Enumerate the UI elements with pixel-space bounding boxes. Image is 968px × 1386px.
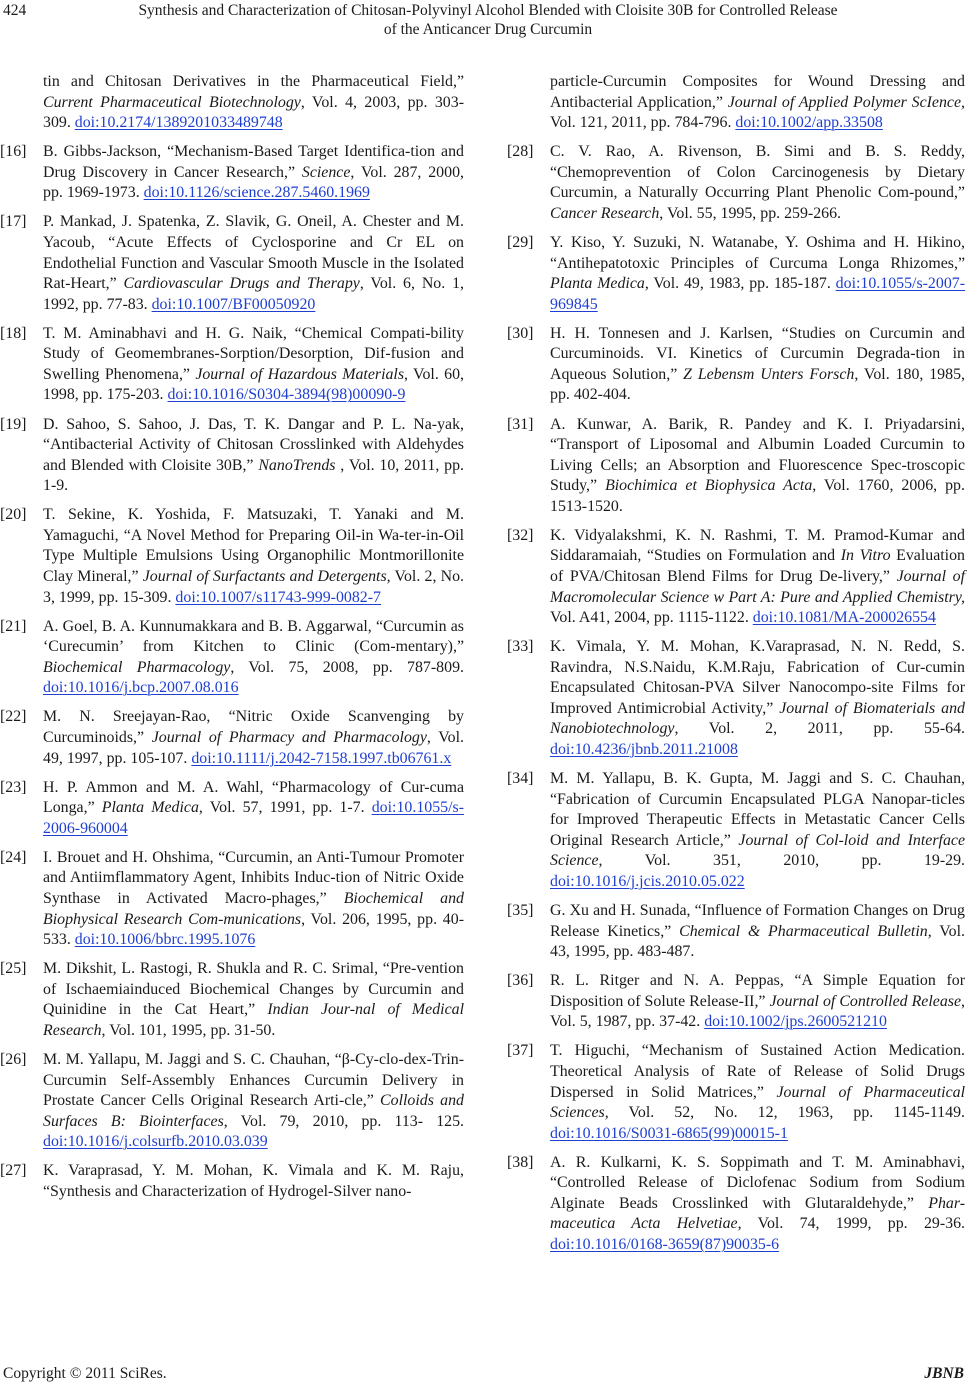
doi-link[interactable]: doi:10.1055/s-2007-969845 — [550, 275, 966, 313]
reference-item — [0, 617, 464, 699]
page-header — [0, 0, 968, 52]
reference-citation-text: , Vol. 2, 2011, pp. 55-64. — [674, 720, 965, 738]
reference-source-title: Journal of Col-loid and Interface Science — [550, 831, 965, 870]
running-title-line-1: Synthesis and Characterization of Chitosan-Polyvinyl Alcohol Blended with Cloisite 30B for Controlled Release — [138, 2, 838, 19]
reference-item — [507, 142, 965, 224]
reference-citation-text: G. Xu and H. Sunada, “Influence of Formation Changes on Drug Release Kinetics,” — [550, 901, 965, 940]
reference-number: [32] — [507, 526, 534, 544]
reference-citation-text: particle-Curcumin Composites for Wound Dressing and Antibacterial Application,” — [550, 73, 965, 111]
reference-citation-text: tin and Chitosan Derivatives in the Pharmaceutical Field,” — [43, 73, 464, 90]
reference-citation-text: Vol. 43, 1995, pp. 483-487. — [550, 922, 965, 961]
reference-number: [30] — [507, 324, 534, 342]
reference-citation-text: K. Vidyalakshmi, K. N. Rashmi, T. M. Pramod-Kumar and Siddaramaiah, “Studies on Formulation and — [550, 526, 965, 565]
reference-citation-text: , Vol. 180, 1985, pp. 402-404. — [550, 365, 965, 404]
reference-citation-text: R. L. Ritger and N. A. Peppas, “A Simple Equation for Disposition of Solute Release-II,” — [550, 972, 965, 1010]
reference-number: [26] — [0, 1051, 27, 1069]
reference-number: [27] — [0, 1162, 27, 1180]
reference-source-title: Planta Medica — [550, 275, 645, 293]
reference-number: [36] — [507, 972, 534, 990]
reference-text — [550, 769, 965, 892]
reference-text — [43, 707, 464, 769]
reference-text — [43, 617, 464, 699]
reference-item — [0, 212, 464, 315]
reference-citation-text: D. Sahoo, S. Sahoo, J. Das, T. K. Dangar and P. L. Na-yak, “Antibacterial Activity of Chitosan Crosslinked with Aldehydes and Blended with Cloisite 30B,” — [43, 415, 464, 474]
page-number: 424 — [3, 2, 27, 19]
doi-link[interactable]: doi:10.1016/0168-3659(87)90035-6 — [550, 1235, 780, 1253]
doi-link[interactable]: doi:10.1016/S0304-3894(98)00090-9 — [167, 386, 406, 404]
reference-citation-text: Vol. A41, 2004, pp. 1115-1122. — [550, 609, 753, 627]
reference-source-title: Colloids and Surfaces B: Biointerfaces — [43, 1092, 464, 1130]
reference-citation-text: Evaluation of PVA/Chitosan Blend Films for Drug De-livery,” — [550, 547, 965, 585]
reference-number: [21] — [0, 617, 27, 635]
reference-citation-text: , Vol. 101, 1995, pp. 31-50. — [101, 1021, 276, 1039]
reference-citation-text: Vol. 121, 2011, pp. 784-796. — [550, 114, 736, 132]
doi-link[interactable]: doi:10.1016/j.bcp.2007.08.016 — [43, 679, 239, 697]
doi-link[interactable]: doi:10.1111/j.2042-7158.1997.tb06761.x — [191, 749, 452, 767]
reference-citation-text: , Vol. 287, 2000, pp. 1969-1973. — [43, 163, 464, 202]
reference-text — [550, 72, 965, 134]
doi-link[interactable]: doi:10.4236/jbnb.2011.21008 — [550, 740, 738, 758]
reference-source-title: Phar-maceutica Acta Helvetiae — [550, 1194, 965, 1233]
reference-citation-text: K. Varaprasad, Y. M. Mohan, K. Vimala and K. M. Raju, “Synthesis and Characterization of Hydrogel-Silver nano- — [43, 1162, 464, 1200]
reference-number: [17] — [0, 213, 27, 231]
reference-text — [550, 415, 965, 518]
reference-source-title: Biochemical Pharmacology — [43, 658, 231, 676]
reference-citation-text: Vol. 2, No. 3, 1999, pp. 15-309. — [43, 568, 464, 606]
reference-citation-text: T. Sekine, K. Yoshida, F. Matsuzaki, T. Yanaki and M. Yamaguchi, “A Novel Method for Preparing Oil-in Wa-ter-in-Oil Type Multiple Emulsions Using Organophilic Montmorillonite Clay Mineral,” — [43, 506, 464, 585]
reference-citation-text: , Vol. 351, 2010, pp. 19-29. — [598, 852, 965, 870]
doi-link[interactable]: doi:10.1007/s11743-999-0082-7 — [175, 588, 381, 606]
reference-citation-text: T. Higuchi, “Mechanism of Sustained Action Medication. Theoretical Analysis of Rate of Release of Solid Drugs Dispersed in Solid Matrices,” — [550, 1042, 965, 1101]
page-footer — [0, 1360, 968, 1384]
doi-link[interactable]: doi:10.1126/science.287.5460.1969 — [143, 184, 370, 202]
reference-number: [28] — [507, 143, 534, 161]
reference-citation-text: H. H. Tonnesen and J. Karlsen, “Studies on Curcumin and Curcuminoids. VI. Kinetics of Curcumin Degrada-tion in Aqueous Solution,” — [550, 324, 965, 383]
reference-number: [31] — [507, 415, 534, 433]
reference-item — [507, 1041, 965, 1144]
reference-number: [22] — [0, 708, 27, 726]
reference-citation-text: , Vol. 74, 1999, pp. 29-36. — [737, 1215, 965, 1233]
reference-text — [550, 637, 965, 760]
reference-citation-text: , Vol. 4, 2003, pp. 303-309. — [43, 93, 464, 132]
reference-item — [0, 1050, 464, 1153]
reference-item — [507, 233, 965, 315]
reference-item — [0, 848, 464, 951]
reference-text — [550, 526, 965, 629]
reference-item — [507, 324, 965, 406]
right-column — [507, 72, 965, 1264]
reference-citation-text: , Vol. 5, 1987, pp. 37-42. — [550, 992, 965, 1031]
reference-source-title: In Vitro — [840, 547, 891, 565]
reference-citation-text: K. Vimala, Y. M. Mohan, K.Varaprasad, N. N. Redd, S. Ravindra, N.S.Naidu, K.M.Raju, Fabrication of Cur-cumin Encapsulated Chitosan-PVA Silver Nanocompo-site Films for Improved Antimicrobial Activity,” — [550, 638, 965, 717]
doi-link[interactable]: doi:10.1016/S0031-6865(99)00015-1 — [550, 1124, 788, 1142]
reference-citation-text: , Vol. 49, 1983, pp. 185-187. — [644, 275, 836, 293]
reference-text — [550, 142, 965, 224]
reference-citation-text: Y. Kiso, Y. Suzuki, N. Watanabe, Y. Oshima and H. Hikino, “Antihepatotoxic Principles of Curcuma Longa Rhizomes,” — [550, 234, 965, 272]
reference-citation-text: , Vol. 49, 1997, pp. 105-107. — [43, 729, 464, 767]
reference-source-title: Journal of Hazardous Materials — [195, 365, 405, 383]
reference-citation-text: M. N. Sreejayan-Rao, “Nitric Oxide Scanvenging by Curcuminoids,” — [43, 708, 464, 747]
reference-number: [38] — [507, 1153, 534, 1171]
reference-citation-text: , Vol. 206, 1995, pp. 40-533. — [43, 910, 464, 949]
reference-source-title: Biochemical and Biophysical Research Com-munications — [43, 890, 464, 928]
reference-continuation — [507, 72, 965, 134]
reference-item — [507, 769, 965, 892]
reference-text — [43, 959, 464, 1041]
doi-link[interactable]: doi:10.1002/jps.2600521210 — [704, 1013, 887, 1031]
reference-text — [43, 505, 464, 608]
doi-link[interactable]: doi:10.1007/BF00050920 — [151, 295, 316, 313]
reference-item — [0, 707, 464, 769]
reference-text — [43, 72, 464, 134]
reference-item — [507, 526, 965, 629]
reference-text — [550, 901, 965, 963]
reference-source-title: Journal of Applied Polymer ScIence, — [727, 93, 965, 111]
reference-source-title: Biochimica et Biophysica Acta — [605, 477, 813, 495]
reference-citation-text: Vol. 52, No. 12, 1963, pp. 1145-1149. — [608, 1104, 965, 1122]
reference-continuation — [0, 72, 464, 134]
doi-link[interactable]: doi:10.1006/bbrc.1995.1076 — [74, 931, 256, 949]
reference-citation-text: M. Dikshit, L. Rastogi, R. Shukla and R. C. Srimal, “Pre-vention of Ischaemiainduced Biochemical Changes by Curcumin and Quinidine in the Cat Heart,” — [43, 960, 464, 1019]
reference-citation-text: M. M. Yallapu, M. Jaggi and S. C. Chauhan, “β-Cy-clo-dex-Trin-Curcumin Self-Assembly Enhances Curcumin Delivery in Prostate Cancer Cells Original Research Arti-cle,” — [43, 1051, 464, 1110]
reference-source-title: Journal of Surfactants and Detergents, — [142, 568, 391, 585]
reference-number: [24] — [0, 848, 27, 866]
reference-number: [23] — [0, 778, 27, 796]
reference-source-title: Journal of Pharmaceutical Sciences, — [550, 1083, 965, 1122]
reference-citation-text: A. Kunwar, A. Barik, R. Pandey and K. I. Priyadarsini, “Transport of Liposomal and Albumin Loaded Curcumin to Living Cells; an Absorption and Fluorescence Spec-troscopic Study,” — [550, 415, 965, 495]
reference-text — [43, 1161, 464, 1202]
reference-text — [43, 778, 464, 840]
left-column — [0, 72, 464, 1211]
reference-text — [550, 971, 965, 1033]
reference-number: [37] — [507, 1042, 534, 1060]
reference-source-title: Journal of Controlled Release — [769, 992, 962, 1010]
reference-text — [550, 1041, 965, 1144]
reference-number: [29] — [507, 234, 534, 252]
reference-item — [0, 142, 464, 204]
reference-citation-text: A. R. Kulkarni, K. S. Soppimath and T. M. Aminabhavi, “Controlled Release of Diclofenac Sodium from Sodium Alginate Beads Crosslinked with Glutaraldehyde,” — [550, 1153, 965, 1212]
reference-number: [35] — [507, 901, 534, 919]
reference-item — [0, 959, 464, 1041]
doi-link[interactable]: doi:10.1055/s-2006-960004 — [43, 799, 464, 837]
reference-source-title: Cardiovascular Drugs and Therapy — [123, 275, 360, 293]
reference-citation-text: P. Mankad, J. Spatenka, Z. Slavik, G. Oneil, A. Chester and M. Yacoub, “Acute Effects of Cyclosporine and Cr EL on Endothelial Function and Vascular Smooth Muscle in the Isolated Rat-Heart,” — [43, 213, 464, 293]
reference-citation-text: , Vol. 1760, 2006, pp. 1513-1520. — [550, 477, 965, 515]
reference-item — [507, 1153, 965, 1256]
reference-citation-text: A. Goel, B. A. Kunnumakkara and B. B. Aggarwal, “Curcumin as ‘Curecumin’ from Kitchen to Clinic (Com-mentary),” — [43, 617, 464, 656]
reference-item — [0, 778, 464, 840]
reference-text — [43, 415, 464, 497]
reference-text — [43, 1050, 464, 1153]
reference-citation-text: , Vol. 57, 1991, pp. 1-7. — [198, 799, 372, 817]
reference-citation-text: C. V. Rao, A. Rivenson, B. Simi and B. S. Reddy, “Chemoprevention of Colon Carcinogenesis by Dietary Curcumin, a Naturally Occurring Plant Phenolic Com-pound,” — [550, 143, 965, 202]
reference-citation-text: M. M. Yallapu, B. K. Gupta, M. Jaggi and S. C. Chauhan, “Fabrication of Curcumin Encapsulated PLGA Nanopar-ticles for Improved Therapeutic Effects in Metastatic Cancer Cells Original Research Article,” — [550, 770, 965, 849]
reference-citation-text: I. Brouet and H. Ohshima, “Curcumin, an Anti-Tumour Promoter and Antiimflammatory Agent, Inhibits Induc-tion of Nitric Oxide Synthase in Activated Macro-phages,” — [43, 848, 464, 908]
reference-item — [507, 971, 965, 1033]
reference-source-title: Cancer Research — [550, 204, 660, 222]
reference-item — [507, 901, 965, 963]
running-title-line-2: of the Anticancer Drug Curcumin — [383, 21, 593, 38]
reference-item — [0, 1161, 464, 1202]
reference-source-title: Journal of Biomaterials and Nanobiotechnology — [550, 699, 965, 738]
reference-source-title: Planta Medica — [101, 799, 199, 817]
reference-source-title: Indian Jour-nal of Medical Research — [43, 1001, 464, 1039]
reference-item — [507, 415, 965, 518]
reference-source-title: Science — [301, 163, 351, 181]
doi-link[interactable]: doi:10.1016/j.colsurfb.2010.03.039 — [43, 1133, 268, 1151]
doi-link[interactable]: doi:10.1081/MA-200026554 — [752, 609, 936, 627]
reference-source-title: NanoTrends — [258, 456, 336, 474]
reference-citation-text: , Vol. 60, 1998, pp. 175-203. — [43, 365, 464, 404]
reference-citation-text: B. Gibbs-Jackson, “Mechanism-Based Target Identifica-tion and Drug Discovery in Cancer Research,” — [43, 143, 464, 181]
reference-source-title: Z Lebensm Unters Forsch — [683, 365, 855, 383]
reference-source-title: Chemical & Pharmaceutical Bulletin, — [679, 922, 932, 940]
journal-abbreviation: JBNB — [924, 1365, 964, 1382]
reference-number: [34] — [507, 770, 534, 788]
reference-item — [0, 324, 464, 406]
reference-number: [18] — [0, 324, 27, 342]
reference-item — [0, 415, 464, 497]
doi-link[interactable]: doi:10.1016/j.jcis.2010.05.022 — [550, 872, 745, 890]
reference-citation-text: , Vol. 10, 2011, pp. 1-9. — [43, 456, 464, 495]
reference-text — [550, 233, 965, 315]
reference-citation-text: H. P. Ammon and M. A. Wahl, “Pharmacology of Cur-cuma Longa,” — [43, 778, 464, 817]
copyright-notice: Copyright © 2011 SciRes. — [3, 1365, 167, 1382]
reference-text — [550, 324, 965, 406]
reference-number: [25] — [0, 960, 27, 978]
reference-number: [20] — [0, 506, 27, 524]
doi-link[interactable]: doi:10.1002/app.33508 — [735, 114, 883, 132]
reference-item — [507, 637, 965, 760]
reference-number: [16] — [0, 143, 27, 161]
reference-citation-text: T. M. Aminabhavi and H. G. Naik, “Chemical Compati-bility Study of Geomembranes-Sorption/Desorption, Dif-fusion and Swelling Phenomena,” — [43, 324, 464, 383]
reference-citation-text: , Vol. 75, 2008, pp. 787-809. — [230, 658, 464, 676]
reference-number: [19] — [0, 415, 27, 433]
reference-text — [550, 1153, 965, 1256]
running-title — [60, 1, 916, 39]
reference-text — [43, 848, 464, 951]
reference-text — [43, 324, 464, 406]
reference-item — [0, 505, 464, 608]
doi-link[interactable]: doi:10.2174/1389201033489748 — [74, 114, 283, 132]
reference-citation-text: , Vol. 6, No. 1, 1992, pp. 77-83. — [43, 275, 464, 313]
reference-source-title: Journal of Macromolecular Science w Part A: Pure and Applied Chemistry, — [550, 568, 965, 606]
reference-citation-text: , Vol. 55, 1995, pp. 259-266. — [659, 204, 842, 222]
reference-number: [33] — [507, 638, 534, 656]
reference-source-title: Journal of Pharmacy and Pharmacology — [151, 729, 427, 747]
reference-text — [43, 212, 464, 315]
reference-source-title: Current Pharmaceutical Biotechnology — [43, 93, 301, 111]
reference-text — [43, 142, 464, 204]
reference-citation-text: , Vol. 79, 2010, pp. 113- 125. — [223, 1112, 465, 1130]
